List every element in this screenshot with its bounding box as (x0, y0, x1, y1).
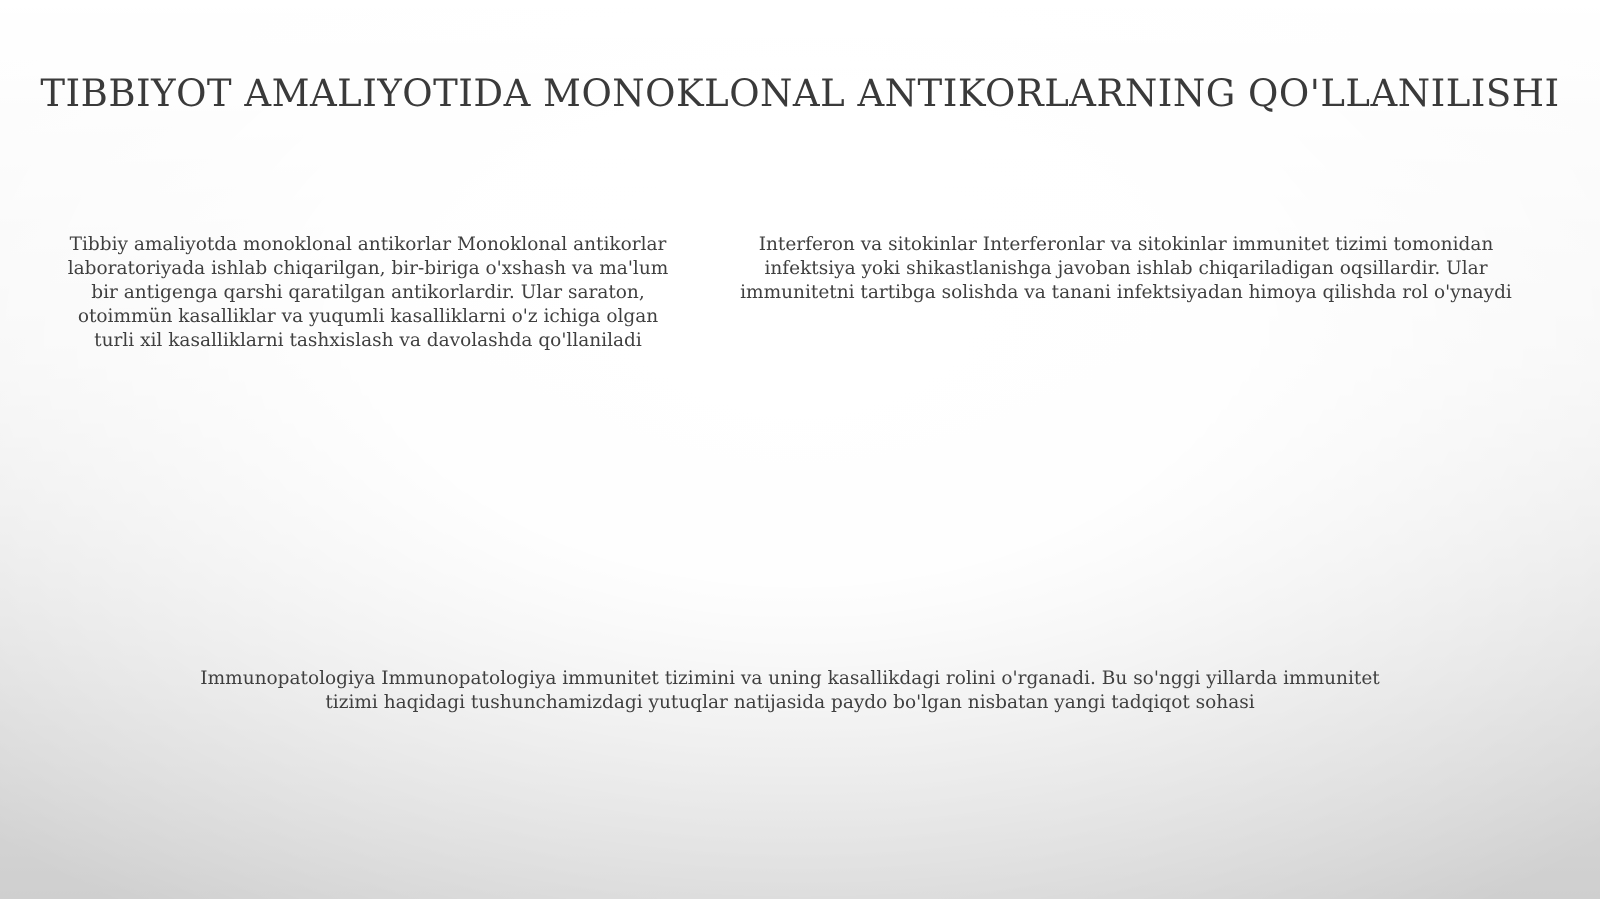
interferon-cytokines-text: Interferon va sitokinlar Interferonlar va sitokinlar immunitet tizimi tomonidan infektsiya yoki shikastlanishga javoban ishlab chiqariladigan oqsillardir. Ular immunitetni tartibga solishda va tanani infektsiyadan himoya qilishda rol o'ynaydi (740, 234, 1512, 303)
immunopathology-text: Immunopatologiya Immunopatologiya immunitet tizimini va uning kasallikdagi rolini o'rganadi. Bu so'nggi yillarda immunitet tizimi haqidagi tushunchamizdagi yutuqlar natijasida paydo bo'lgan nisbatan yangi tadqiqot sohasi (200, 668, 1380, 713)
monoclonal-antibodies-text: Tibbiy amaliyotda monoklonal antikorlar Monoklonal antikorlar laboratoriyada ishlab chiqarilgan, bir-biriga o'xshash va ma'lum bir antigenga qarshi qaratilgan antikorlardir. Ular saraton, otoimmün kasalliklar va yuqumli kasalliklarni o'z ichiga olgan turli xil kasalliklarni tashxislash va davolashda qo'llaniladi (67, 234, 669, 351)
slide-title: TIBBIYOT AMALIYOTIDA MONOKLONAL ANTIKORLARNING QO'LLANILISHI (40, 72, 1560, 115)
